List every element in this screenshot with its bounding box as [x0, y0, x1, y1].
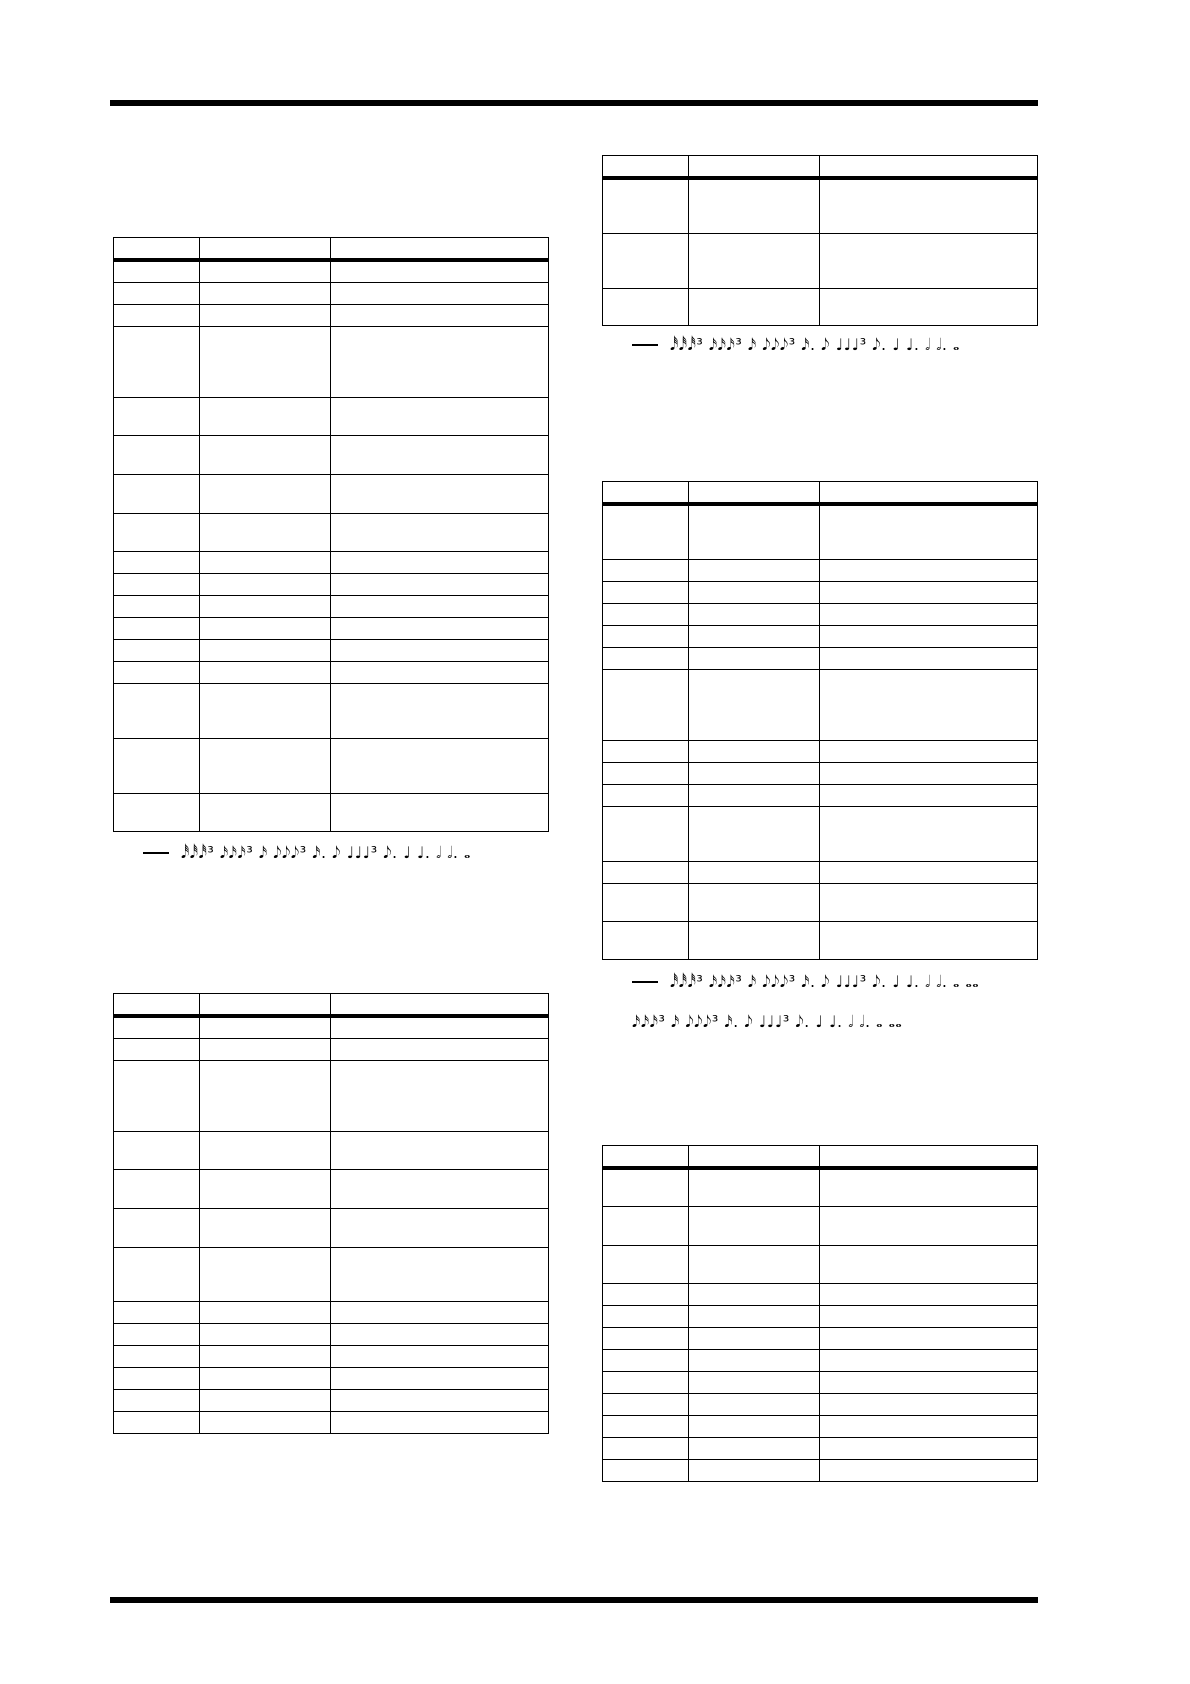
table-row	[114, 1411, 549, 1433]
table-row	[603, 581, 1038, 603]
header-rule	[110, 100, 1038, 106]
table-row	[114, 1367, 549, 1389]
table-row	[114, 326, 549, 397]
table-header-row	[603, 482, 1038, 505]
table-row	[114, 551, 549, 573]
table-row	[603, 1437, 1038, 1459]
table-row	[114, 1301, 549, 1323]
table-row	[603, 861, 1038, 883]
table-row	[603, 559, 1038, 581]
parameter-table-4	[602, 481, 1038, 960]
table-row	[603, 883, 1038, 921]
note-values-line-1	[143, 842, 471, 864]
note-symbols: 𝅘𝅥𝅰𝅘𝅥𝅰𝅘𝅥𝅰³ 𝅘𝅥𝅯𝅘𝅥𝅯𝅘𝅥𝅯³ 𝅘𝅥𝅯 𝅘𝅥𝅮𝅘𝅥𝅮𝅘𝅥𝅮³ 𝅘𝅥𝅯. 𝅘𝅥𝅮 ♩♩♩³ 𝅘𝅥𝅮. ♩ ♩. 𝅗𝅥 𝅗𝅥. 𝅝	[181, 843, 471, 862]
table-row	[603, 1168, 1038, 1206]
table-row	[114, 304, 549, 326]
table-row	[114, 617, 549, 639]
parameter-table-3	[602, 155, 1038, 326]
table-header-row	[114, 238, 549, 261]
table-row	[114, 513, 549, 551]
table-row	[114, 397, 549, 435]
table-row	[603, 1459, 1038, 1481]
table-row	[114, 1131, 549, 1169]
table-row	[114, 1345, 549, 1367]
table-row	[603, 1305, 1038, 1327]
note-symbols: 𝅘𝅥𝅰𝅘𝅥𝅰𝅘𝅥𝅰³ 𝅘𝅥𝅯𝅘𝅥𝅯𝅘𝅥𝅯³ 𝅘𝅥𝅯 𝅘𝅥𝅮𝅘𝅥𝅮𝅘𝅥𝅮³ 𝅘𝅥𝅯. 𝅘𝅥𝅮 ♩♩♩³ 𝅘𝅥𝅮. ♩ ♩. 𝅗𝅥 𝅗𝅥. 𝅝	[670, 335, 960, 354]
table-row	[603, 1393, 1038, 1415]
footer-rule	[110, 1597, 1038, 1603]
table-row	[114, 1016, 549, 1038]
table-row	[603, 504, 1038, 559]
table-row	[114, 738, 549, 793]
table-row	[603, 625, 1038, 647]
dash-mark	[632, 344, 658, 346]
parameter-table-2	[113, 993, 549, 1434]
parameter-table-5	[602, 1145, 1038, 1482]
table-row	[114, 1169, 549, 1208]
table-row	[603, 647, 1038, 669]
table-row	[114, 474, 549, 513]
table-header-row	[603, 156, 1038, 179]
table-row	[603, 1349, 1038, 1371]
table-row	[603, 603, 1038, 625]
table-row	[603, 784, 1038, 806]
table-row	[114, 260, 549, 282]
table-row	[603, 178, 1038, 233]
note-values-line-2	[632, 334, 960, 356]
note-symbols: 𝅘𝅥𝅯𝅘𝅥𝅯𝅘𝅥𝅯³ 𝅘𝅥𝅯 𝅘𝅥𝅮𝅘𝅥𝅮𝅘𝅥𝅮³ 𝅘𝅥𝅯. 𝅘𝅥𝅮 ♩♩♩³ 𝅘𝅥𝅮. ♩ ♩. 𝅗𝅥 𝅗𝅥. 𝅝 𝅝𝅝	[632, 1012, 903, 1031]
table-row	[603, 762, 1038, 784]
table-row	[114, 1038, 549, 1060]
table-row	[603, 669, 1038, 740]
table-row	[114, 1060, 549, 1131]
table-row	[603, 740, 1038, 762]
table-row	[114, 573, 549, 595]
table-row	[603, 1245, 1038, 1283]
table-row	[114, 435, 549, 474]
table-row	[114, 282, 549, 304]
table-row	[114, 639, 549, 661]
note-values-line-3	[632, 971, 979, 993]
table-row	[114, 683, 549, 738]
note-symbols: 𝅘𝅥𝅰𝅘𝅥𝅰𝅘𝅥𝅰³ 𝅘𝅥𝅯𝅘𝅥𝅯𝅘𝅥𝅯³ 𝅘𝅥𝅯 𝅘𝅥𝅮𝅘𝅥𝅮𝅘𝅥𝅮³ 𝅘𝅥𝅯. 𝅘𝅥𝅮 ♩♩♩³ 𝅘𝅥𝅮. ♩ ♩. 𝅗𝅥 𝅗𝅥. 𝅝 𝅝𝅝	[670, 972, 980, 991]
table-row	[114, 1208, 549, 1247]
table-row	[603, 806, 1038, 861]
table-row	[603, 1283, 1038, 1305]
table-header-row	[114, 994, 549, 1017]
table-row	[114, 1247, 549, 1301]
table-row	[114, 1323, 549, 1345]
table-row	[603, 921, 1038, 959]
table-row	[603, 1327, 1038, 1349]
table-row	[603, 288, 1038, 325]
table-row	[603, 233, 1038, 288]
table-row	[114, 661, 549, 683]
table-row	[114, 595, 549, 617]
table-row	[603, 1371, 1038, 1393]
parameter-table-1	[113, 237, 549, 832]
table-row	[114, 793, 549, 831]
dash-mark	[143, 852, 169, 854]
table-row	[603, 1415, 1038, 1437]
table-row	[603, 1206, 1038, 1245]
table-row	[114, 1389, 549, 1411]
table-header-row	[603, 1146, 1038, 1169]
note-values-line-4	[632, 1011, 902, 1033]
dash-mark	[632, 981, 658, 983]
